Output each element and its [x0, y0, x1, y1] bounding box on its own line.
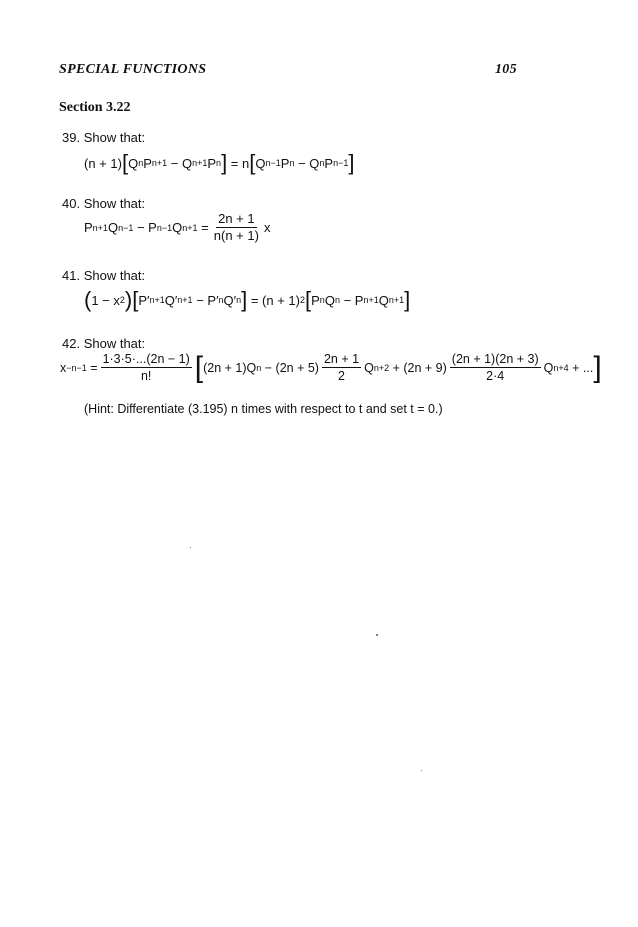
problem-prompt: Show that: — [83, 130, 146, 145]
problem-number: 39. — [62, 130, 81, 145]
problem-41-heading — [62, 268, 145, 283]
problem-number: 42. — [62, 336, 81, 351]
scan-speck — [376, 634, 378, 636]
fraction: $\frac{2n + 1}{2}$ — [323, 352, 360, 383]
problem-40-heading — [62, 196, 145, 211]
fraction: $\frac{(2n + 1)(2n + 3)}{2\cdot 4}$ — [451, 352, 539, 383]
problem-40-equation: P n+1 Q n−1 − P n−1 Q n+1 = $\frac{2n + 1}{n(n + 1)}$ x — [84, 211, 271, 243]
problem-41-equation: ( 1 − x 2 ) [ P′ n+1 Q′ n+1 − P′ n Q′ n ] = (n + 1) 2 [ P n Q n − P n+1 Q n+1 ] — [84, 287, 411, 312]
problem-42-equation: x −n−1 = $\frac{1\cdot 3\cdot 5\cdot...(2n - 1)}{n!}$ [ (2n + 1)Q n − (2n + 5) $\frac{2n + 1}{2}$ Q n+2 + (2n + 9) $\frac{(2n + 1)(2n + 3)}{2\cdot 4}$ Q n+4 + ... ] — [60, 350, 602, 384]
fraction: $\frac{2n + 1}{n(n + 1)}$ — [213, 211, 259, 243]
problem-number: 40. — [62, 196, 81, 211]
scan-speck — [421, 770, 422, 771]
scan-speck — [190, 547, 191, 548]
problem-42-heading — [62, 336, 145, 351]
problem-prompt: Show that: — [83, 336, 146, 351]
problem-39-heading — [62, 130, 145, 145]
fraction: $\frac{1\cdot 3\cdot 5\cdot...(2n - 1)}{n!}$ — [102, 352, 190, 383]
problem-number: 41. — [62, 268, 81, 283]
page-number: 105 — [495, 62, 517, 77]
problem-42-hint: (Hint: Differentiate (3.195) n times with respect to t and set t = 0.) — [84, 402, 443, 416]
section-title: Section 3.22 — [59, 100, 131, 115]
problem-39-equation: (n + 1) [ Q n P n+1 − Q n+1 P n ] = n [ Q n−1 P n − Q n P n−1 ] — [84, 150, 355, 175]
running-title: SPECIAL FUNCTIONS — [59, 62, 207, 77]
problem-prompt: Show that: — [83, 268, 146, 283]
problem-prompt: Show that: — [83, 196, 146, 211]
